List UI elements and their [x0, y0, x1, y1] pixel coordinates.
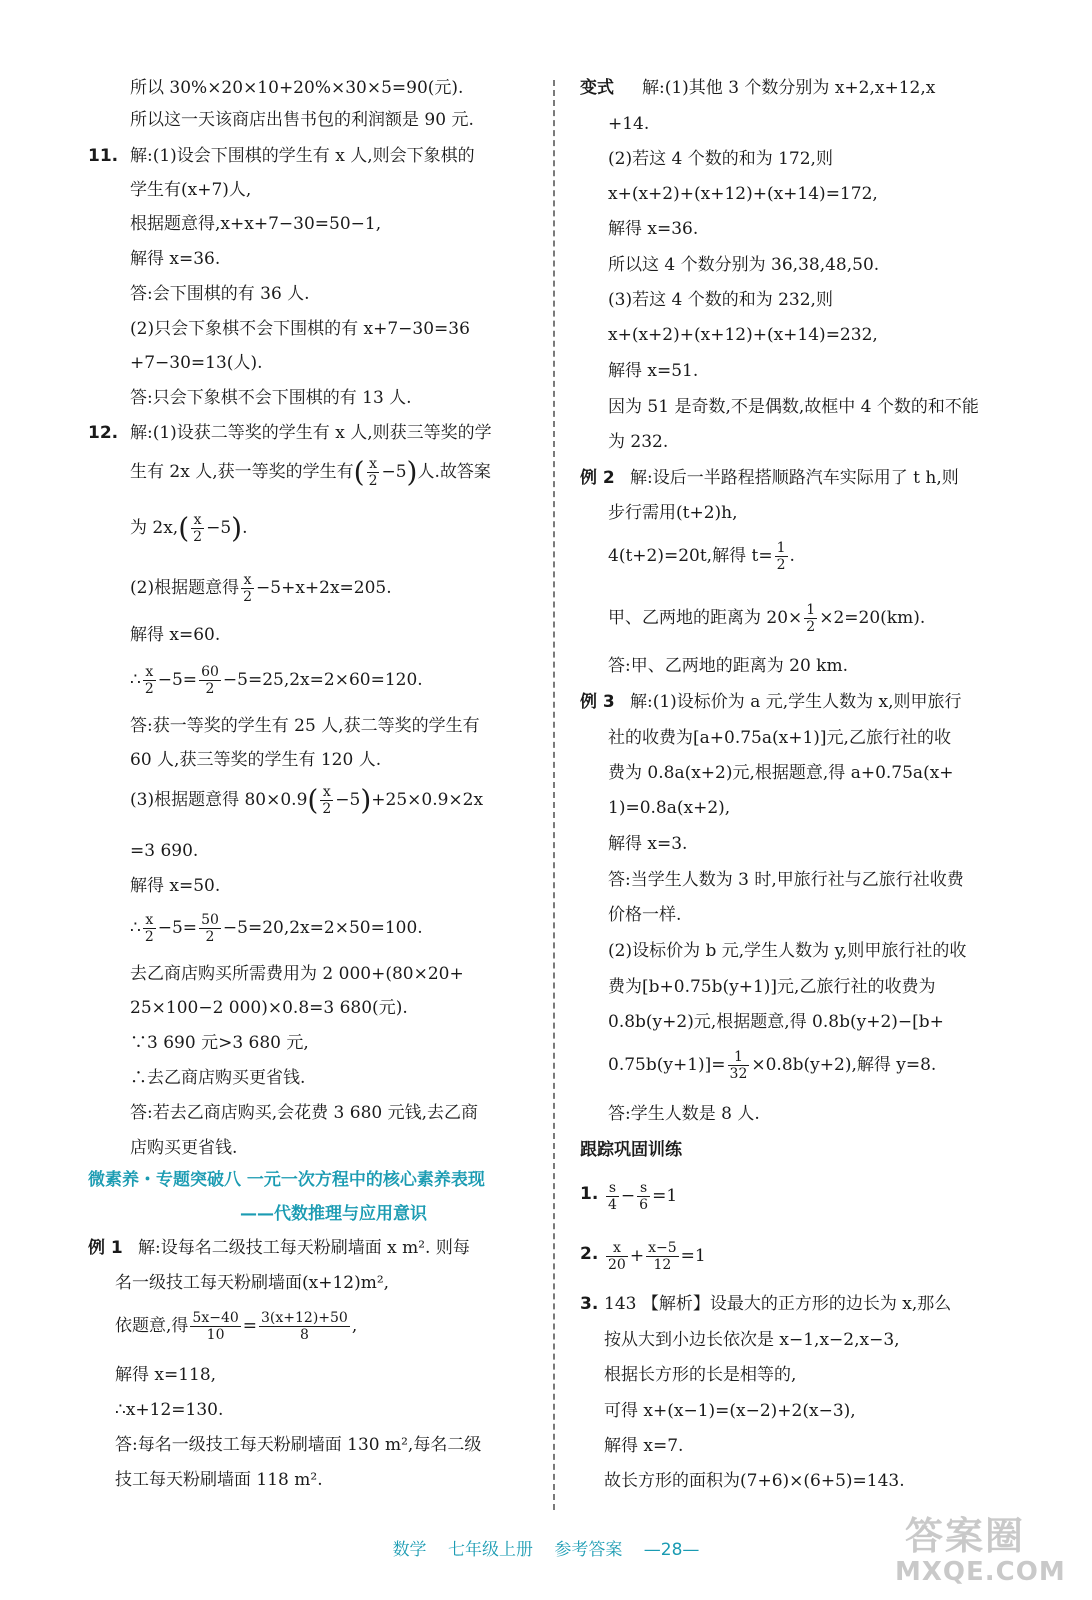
text-line: 所以 30%×20×10+20%×30×5=90(元). — [130, 78, 464, 98]
text-line: 解:(1)设标价为 a 元,学生人数为 x,则甲旅行 — [630, 692, 962, 712]
text-line: ∴x+12=130. — [115, 1400, 224, 1420]
text-line: 解:设每名二级技工每天粉刷墙面 x m². 则每 — [138, 1238, 470, 1258]
text-line: 解:(1)其他 3 个数分别为 x+2,x+12,x — [642, 78, 936, 98]
text-line: 去乙商店购买所需费用为 2 000+(80×20+ — [130, 964, 464, 984]
section-title: 微素养・专题突破八 一元一次方程中的核心素养表现 — [88, 1170, 485, 1190]
text-line: 费为[b+0.75b(y+1)]元,乙旅行社的收费为 — [608, 977, 936, 997]
text-line: 解:(1)设会下围棋的学生有 x 人,则会下象棋的 — [130, 146, 475, 166]
math-line: ∴ $\frac{x}{2}$ −5= $\frac{60}{2}$ −5=25,2x=2×60=120. — [130, 664, 423, 698]
question-number: 11. — [88, 146, 119, 166]
text-line: 步行需用(t+2)h, — [608, 503, 738, 523]
text-line: 答:若去乙商店购买,会花费 3 680 元钱,去乙商 — [130, 1103, 479, 1123]
text-line: +7−30=13(人). — [130, 353, 263, 373]
question-number: 12. — [88, 423, 119, 443]
fraction: $\frac{5x-40}{10}$ — [192, 1310, 239, 1344]
math-line: (3)根据题意得 80×0.9( $\frac{x}{2}$ −5)+25×0.9×2x — [130, 783, 484, 818]
text-line: 143 【解析】设最大的正方形的边长为 x,那么 — [604, 1294, 952, 1314]
text-line: 店购买更省钱. — [130, 1138, 238, 1158]
footer-grade: 七年级上册 — [447, 1540, 533, 1560]
math-line: 生有 2x 人,获一等奖的学生有( $\frac{x}{2}$ −5)人.故答案 — [130, 455, 491, 490]
text-line: 解得 x=36. — [608, 219, 699, 239]
math-line: $\frac{s}{4}$ − $\frac{s}{6}$ =1 — [608, 1180, 678, 1214]
text-line: 25×100−2 000)×0.8=3 680(元). — [130, 998, 408, 1018]
text-line: 答:只会下象棋不会下围棋的有 13 人. — [130, 388, 412, 408]
text-line: (3)若这 4 个数的和为 232,则 — [608, 290, 833, 310]
text-line: 解得 x=36. — [130, 249, 221, 269]
watermark-url: MXQE.COM — [895, 1557, 1066, 1587]
fraction: $\frac{s}{4}$ — [608, 1180, 617, 1214]
text-line: 价格一样. — [608, 905, 682, 925]
text-line: 名一级技工每天粉刷墙面(x+12)m², — [115, 1273, 390, 1293]
example-label: 例 2 — [580, 468, 615, 488]
text-line: 费为 0.8a(x+2)元,根据题意,得 a+0.75a(x+ — [608, 763, 954, 783]
text-line: 根据题意得,x+x+7−30=50−1, — [130, 214, 382, 234]
example-label: 例 1 — [88, 1238, 123, 1258]
fraction: $\frac{3(x+12)+50}{8}$ — [261, 1310, 348, 1344]
section-subtitle: ——代数推理与应用意识 — [240, 1204, 427, 1224]
text-line: 解得 x=118, — [115, 1365, 217, 1385]
fraction: $\frac{x}{2}$ — [144, 664, 154, 698]
text-line: 0.8b(y+2)元,根据题意,得 0.8b(y+2)−[b+ — [608, 1012, 944, 1032]
fraction: $\frac{1}{32}$ — [729, 1049, 748, 1083]
footer-type: 参考答案 — [554, 1540, 623, 1560]
page-number: —28— — [643, 1540, 700, 1560]
text-line: 按从大到小边长依次是 x−1,x−2,x−3, — [604, 1330, 900, 1350]
text-line: (2)设标价为 b 元,学生人数为 y,则甲旅行社的收 — [608, 941, 967, 961]
fraction: $\frac{x}{2}$ — [322, 784, 332, 818]
text-line: 技工每天粉刷墙面 118 m². — [115, 1470, 323, 1490]
math-line: 为 2x,( $\frac{x}{2}$ −5). — [130, 511, 248, 546]
question-number: 2. — [580, 1244, 599, 1264]
fraction: $\frac{1}{2}$ — [806, 602, 816, 636]
watermark-text: 答案圈 — [905, 1514, 1026, 1558]
text-line: 可得 x+(x−1)=(x−2)+2(x−3), — [604, 1401, 856, 1421]
math-line: 甲、乙两地的距离为 20× $\frac{1}{2}$ ×2=20(km). — [608, 602, 926, 636]
text-line: 解:设后一半路程搭顺路汽车实际用了 t h,则 — [630, 468, 959, 488]
column-divider — [553, 80, 555, 1510]
text-line: 解:(1)设获二等奖的学生有 x 人,则获三等奖的学 — [130, 423, 492, 443]
text-line: (2)只会下象棋不会下围棋的有 x+7−30=36 — [130, 319, 470, 339]
question-number: 3. — [580, 1294, 599, 1314]
section-heading: 跟踪巩固训练 — [580, 1140, 682, 1160]
math-line: (2)根据题意得 $\frac{x}{2}$ −5+x+2x=205. — [130, 572, 392, 606]
fraction: $\frac{1}{2}$ — [776, 540, 786, 574]
text-line: ∴去乙商店购买更省钱. — [130, 1068, 306, 1088]
text-line: 社的收费为[a+0.75a(x+1)]元,乙旅行社的收 — [608, 728, 951, 748]
text-line: x+(x+2)+(x+12)+(x+14)=232, — [608, 325, 878, 345]
text-line: 解得 x=60. — [130, 625, 221, 645]
math-line: 0.75b(y+1)]= $\frac{1}{32}$ ×0.8b(y+2),解得 y=8. — [608, 1049, 937, 1083]
text-line: 所以这 4 个数分别为 36,38,48,50. — [608, 255, 880, 275]
fraction: $\frac{x}{2}$ — [193, 512, 203, 546]
text-line: 为 232. — [608, 432, 669, 452]
text-line: 解得 x=51. — [608, 361, 699, 381]
math-line: ∴ $\frac{x}{2}$ −5= $\frac{50}{2}$ −5=20,2x=2×50=100. — [130, 912, 423, 946]
fraction: $\frac{x}{2}$ — [243, 572, 253, 606]
fraction: $\frac{60}{2}$ — [201, 664, 219, 698]
fraction: $\frac{x}{2}$ — [144, 912, 154, 946]
text-line: 答:获一等奖的学生有 25 人,获二等奖的学生有 — [130, 716, 480, 736]
text-line: 故长方形的面积为(7+6)×(6+5)=143. — [604, 1471, 905, 1491]
math-line: 4(t+2)=20t,解得 t= $\frac{1}{2}$ . — [608, 540, 795, 574]
footer-subject: 数学 — [392, 1540, 427, 1560]
fraction: $\frac{x-5}{12}$ — [648, 1240, 677, 1274]
fraction: $\frac{50}{2}$ — [201, 912, 219, 946]
text-line: 答:甲、乙两地的距离为 20 km. — [608, 656, 848, 676]
text-line: 解得 x=50. — [130, 876, 221, 896]
question-number: 1. — [580, 1184, 599, 1204]
example-label: 例 3 — [580, 692, 615, 712]
text-line: 解得 x=3. — [608, 834, 688, 854]
fraction: $\frac{x}{2}$ — [368, 456, 378, 490]
fraction: $\frac{x}{20}$ — [608, 1240, 626, 1274]
text-line: x+(x+2)+(x+12)+(x+14)=172, — [608, 184, 878, 204]
text-line: 所以这一天该商店出售书包的利润额是 90 元. — [130, 110, 474, 130]
math-line: 依题意,得 $\frac{5x-40}{10}$ = $\frac{3(x+12)+50}{8}$ , — [115, 1310, 358, 1344]
text-line: =3 690. — [130, 841, 199, 861]
text-line: 因为 51 是奇数,不是偶数,故框中 4 个数的和不能 — [608, 397, 979, 417]
variant-label: 变式 — [580, 78, 614, 98]
text-line: (2)若这 4 个数的和为 172,则 — [608, 149, 833, 169]
text-line: 60 人,获三等奖的学生有 120 人. — [130, 750, 382, 770]
fraction: $\frac{s}{6}$ — [639, 1180, 649, 1214]
text-line: 答:学生人数是 8 人. — [608, 1104, 760, 1124]
text-line: 解得 x=7. — [604, 1436, 684, 1456]
math-line: $\frac{x}{20}$ + $\frac{x-5}{12}$ =1 — [608, 1240, 706, 1274]
text-line: 1)=0.8a(x+2), — [608, 798, 731, 818]
text-line: 答:每名一级技工每天粉刷墙面 130 m²,每名二级 — [115, 1435, 482, 1455]
text-line: 根据长方形的长是相等的, — [604, 1365, 797, 1385]
watermark-logo — [895, 1505, 1085, 1595]
text-line: 学生有(x+7)人, — [130, 180, 252, 200]
text-line: 答:当学生人数为 3 时,甲旅行社与乙旅行社收费 — [608, 870, 964, 890]
text-line: 答:会下围棋的有 36 人. — [130, 284, 310, 304]
text-line: +14. — [608, 114, 650, 134]
text-line: ∵3 690 元>3 680 元, — [130, 1033, 309, 1053]
